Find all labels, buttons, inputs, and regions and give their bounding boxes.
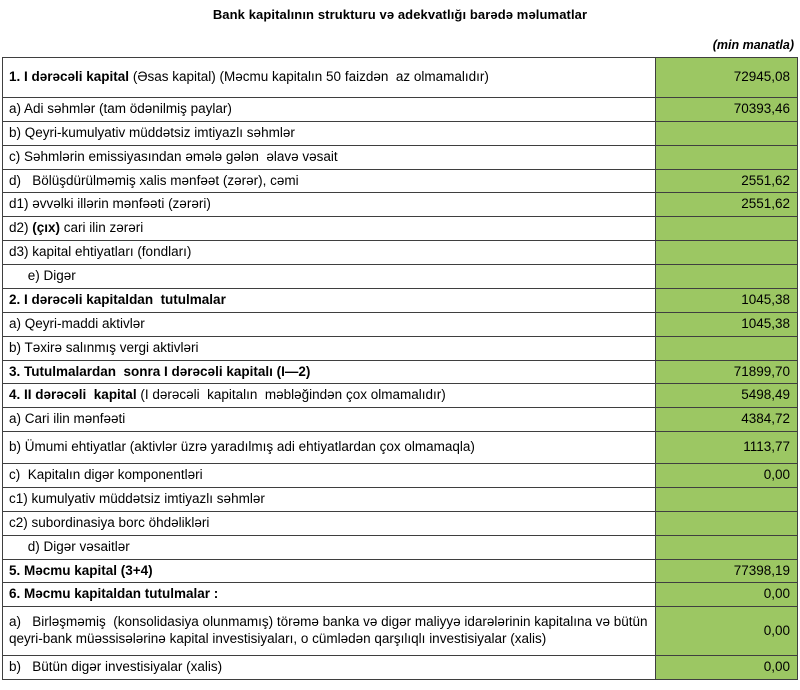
row-label-part: b) Ümumi ehtiyatlar (aktivlər üzrə yaradılmış adi ehtiyatlardan çox olmamaqla) [9,439,475,455]
table-row [3,241,798,265]
row-label-part: 4. II dərəcəli kapital [9,387,141,403]
row-value [656,217,798,241]
row-value: 1045,38 [656,312,798,336]
row-label-part: d) Digər vəsaitlər [9,538,130,554]
table-row [3,607,798,656]
row-label [3,464,656,488]
row-value [656,241,798,265]
table-row [3,312,798,336]
row-label-part: 6. Məcmu kapitaldan tutulmalar : [9,586,219,602]
table-row [3,58,798,98]
table-row [3,432,798,464]
row-label-part: 5. Məcmu kapital (3+4) [9,562,153,578]
row-label-part: cari ilin zərəri [60,220,144,236]
row-label-part: d) Bölüşdürülməmiş xalis mənfəət (zərər), cəmi [9,172,299,188]
row-label [3,656,656,680]
row-label-part: b) Qeyri-kumulyativ müddətsiz imtiyazlı səhmlər [9,124,295,140]
row-value: 0,00 [656,464,798,488]
table-row [3,559,798,583]
row-label-part: b) Təxirə salınmış vergi aktivləri [9,339,199,355]
row-label [3,535,656,559]
row-label-part: b) Bütün digər investisiyalar (xalis) [9,659,223,674]
row-label [3,121,656,145]
row-value [656,336,798,360]
table-row [3,384,798,408]
row-value: 1113,77 [656,432,798,464]
row-value: 71899,70 [656,360,798,384]
row-label [3,511,656,535]
row-value: 2551,62 [656,193,798,217]
row-label-part: e) Digər [9,268,76,283]
row-value: 4384,72 [656,408,798,432]
row-value [656,511,798,535]
row-value: 5498,49 [656,384,798,408]
table-row [3,464,798,488]
row-label-part: c1) kumulyativ müddətsiz imtiyazlı səhmlər [9,490,265,506]
row-value: 2551,62 [656,169,798,193]
row-label-part: 1. I dərəcəli kapital [9,69,133,84]
row-label-part: c) Səhmlərin emissiyasından əmələ gələn əlavə vəsait [9,148,338,164]
row-label [3,169,656,193]
row-value: 70393,46 [656,97,798,121]
row-label [3,360,656,384]
row-label [3,607,656,656]
row-value: 77398,19 [656,559,798,583]
table-row [3,97,798,121]
row-value: 0,00 [656,607,798,656]
table-row [3,408,798,432]
row-label-part: (Əsas kapital) (Məcmu kapitalın 50 faizdən az olmamalıdır) [132,69,489,84]
table-row [3,360,798,384]
row-label-part: c2) subordinasiya borc öhdəlikləri [9,514,210,530]
row-label [3,58,656,98]
row-value [656,121,798,145]
row-label-part: d3) kapital ehtiyatları (fondları) [9,244,192,260]
row-label [3,487,656,511]
row-label [3,312,656,336]
table-row [3,288,798,312]
row-value: 0,00 [656,583,798,607]
row-label [3,384,656,408]
row-label-part: c) Kapitalın digər komponentləri [9,467,203,482]
row-value [656,487,798,511]
row-label-part: (çıx) [32,220,61,236]
table-row [3,145,798,169]
page-title: Bank kapitalının strukturu və adekvatlığı barədə məlumatlar [212,7,588,22]
table-row [3,169,798,193]
unit-note: (min manatla) [712,38,794,52]
row-label [3,432,656,464]
row-label [3,265,656,289]
row-value [656,265,798,289]
row-value [656,145,798,169]
row-label [3,97,656,121]
table-row [3,583,798,607]
row-label [3,336,656,360]
table-row [3,336,798,360]
table-row [3,535,798,559]
row-value [656,535,798,559]
row-value: 72945,08 [656,58,798,98]
table-row [3,265,798,289]
row-label-part: a) Cari ilin mənfəəti [9,411,126,427]
row-label [3,217,656,241]
table-row [3,656,798,680]
row-value: 0,00 [656,656,798,680]
row-label-part: (I dərəcəli kapitalın məbləğindən çox olmamalıdır) [140,387,446,403]
row-label-part: a) Qeyri-maddi aktivlər [9,315,145,331]
row-label [3,559,656,583]
row-label [3,193,656,217]
row-label-part: a) Adi səhmlər (tam ödənilmiş paylar) [9,100,232,116]
row-label [3,145,656,169]
table-body [3,58,798,680]
row-label [3,408,656,432]
row-label-part: 3. Tutulmalardan sonra I dərəcəli kapitalı (I—2) [9,363,311,379]
table-row [3,193,798,217]
capital-structure-table [2,57,798,680]
row-label-part: d2) [9,220,33,236]
table-row [3,511,798,535]
row-label-part: d1) əvvəlki illərin mənfəəti (zərəri) [9,196,211,212]
row-label [3,241,656,265]
row-label-part: a) Birləşməmiş (konsolidasiya olunmamış) törəmə banka və digər maliyyə idarələrinin kapitalına və bütün qeyri-bank müəssisələrinə kapital investisiyaları, o cümlədən qarşılıqlı investisiyalar (xalis) [9,614,652,647]
table-row [3,217,798,241]
row-label [3,583,656,607]
row-value: 1045,38 [656,288,798,312]
row-label-part: 2. I dərəcəli kapitaldan tutulmalar [9,291,226,307]
table-row [3,487,798,511]
table-row [3,121,798,145]
row-label [3,288,656,312]
